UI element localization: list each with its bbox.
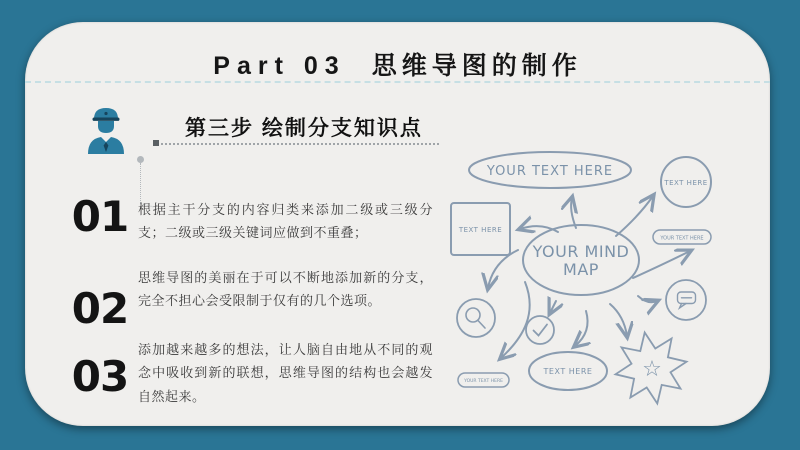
arrow-to-bottom-pill xyxy=(501,282,530,358)
arrow-to-right-circle xyxy=(616,196,653,236)
mindmap-illustration xyxy=(441,144,775,420)
center-label-line2: MAP xyxy=(563,260,599,279)
connector-dot xyxy=(137,156,144,163)
bottom-pill-label: YOUR TEXT HERE xyxy=(464,379,503,384)
list-number-02: 02 xyxy=(71,284,129,333)
right-circle-label: TEXT HERE xyxy=(664,179,708,187)
list-item-02-text: 思维导图的美丽在于可以不断地添加新的分支，完全不担心会受限制于仅有的几个选项。 xyxy=(138,270,433,309)
step-underline-square xyxy=(153,140,159,146)
page-title-chinese: 思维导图的制作 xyxy=(371,52,582,80)
magnifier-icon xyxy=(466,308,485,328)
arrow-to-star xyxy=(610,304,627,336)
chat-circle xyxy=(666,280,706,320)
star-icon: ☆ xyxy=(642,357,662,382)
center-label-line1: YOUR MIND xyxy=(532,242,630,261)
step-underline xyxy=(161,143,439,145)
arrow-to-bottom-ellipse xyxy=(575,311,588,346)
left-square-label: TEXT HERE xyxy=(458,226,503,234)
title-divider xyxy=(25,81,770,83)
step-header: 第三步 绘制分支知识点 xyxy=(185,117,423,140)
page-title xyxy=(25,46,770,82)
arrow-to-check xyxy=(550,301,556,313)
page-title-part-number: Part 03 xyxy=(213,52,346,80)
top-ellipse-label: YOUR TEXT HERE xyxy=(486,164,614,179)
arrow-to-top-ellipse xyxy=(571,198,576,228)
check-circle xyxy=(526,316,554,344)
arrow-to-chat xyxy=(638,296,657,302)
list-item-01-text: 根据主干分支的内容归类来添加二级或三级分支；二级或三级关键词应做到不重叠； xyxy=(138,202,433,241)
chat-bubble-icon xyxy=(678,292,696,308)
check-icon xyxy=(534,325,548,336)
bottom-ellipse-label: TEXT HERE xyxy=(543,367,593,376)
arrow-to-right-pill xyxy=(633,251,690,278)
connector-line xyxy=(140,163,141,203)
magnifier-circle xyxy=(457,299,495,337)
list-number-01: 01 xyxy=(71,192,129,241)
slide-card xyxy=(25,22,770,426)
list-item-03-text: 添加越来越多的想法，让人脑自由地从不同的观念中吸收到新的联想，思维导图的结构也会越发自然起来。 xyxy=(138,342,433,404)
list-number-03: 03 xyxy=(71,352,129,401)
person-icon xyxy=(81,104,131,154)
right-pill-label: YOUR TEXT HERE xyxy=(660,235,704,242)
